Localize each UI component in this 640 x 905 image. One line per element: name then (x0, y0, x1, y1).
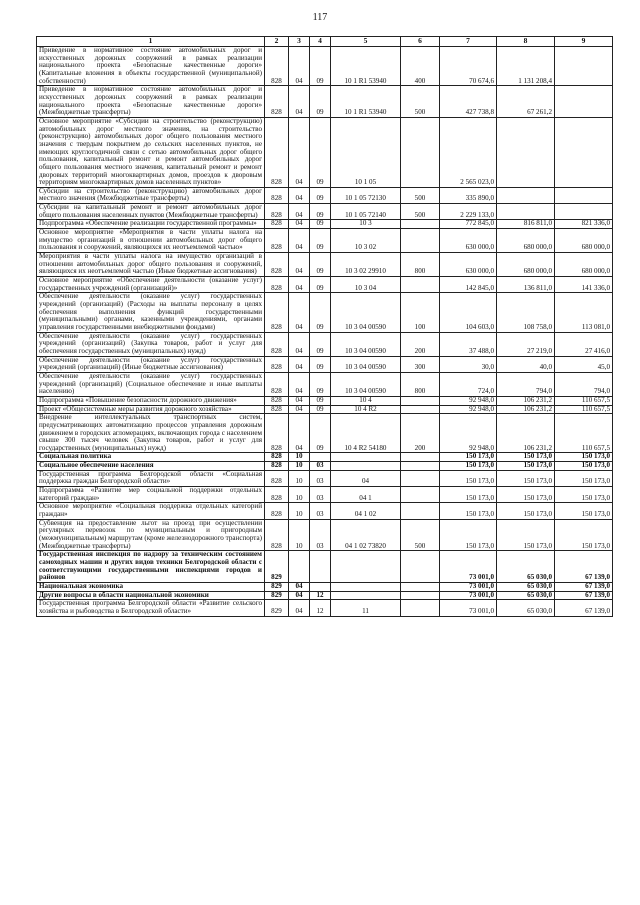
chapter-code-cell: 828 (265, 487, 289, 503)
subsection-code-cell (310, 582, 331, 591)
target-article-cell: 10 3 02 29910 (331, 253, 401, 277)
target-article-cell: 10 1 05 72140 (331, 204, 401, 220)
chapter-code-cell: 828 (265, 372, 289, 396)
expense-type-cell: 200 (401, 332, 440, 356)
subsection-code-cell: 03 (310, 503, 331, 519)
expense-type-cell: 100 (401, 293, 440, 332)
amount-year1-cell: 73 001,0 (440, 600, 497, 616)
amount-year3-cell (555, 187, 613, 203)
chapter-code-cell: 828 (265, 204, 289, 220)
section-code-cell: 04 (289, 117, 310, 187)
amount-year3-cell (555, 117, 613, 187)
expense-type-cell: 400 (401, 47, 440, 86)
table-row (37, 372, 613, 396)
expense-type-cell (401, 405, 440, 414)
section-code-cell: 04 (289, 293, 310, 332)
row-name-cell: Основное мероприятие «Мероприятия в части уплаты налога на имущество организаций в отношении автомобильных дорог общего пользования и сооружений, являющихся их неотъемлемой частью» (37, 229, 265, 253)
section-code-cell: 04 (289, 86, 310, 118)
table-row (37, 600, 613, 616)
amount-year3-cell: 110 657,5 (555, 414, 613, 453)
amount-year1-cell: 142 845,0 (440, 277, 497, 293)
expense-type-cell (401, 462, 440, 471)
budget-table (36, 36, 613, 617)
target-article-cell (331, 551, 401, 583)
chapter-code-cell: 828 (265, 277, 289, 293)
amount-year1-cell: 73 001,0 (440, 551, 497, 583)
chapter-code-cell: 828 (265, 293, 289, 332)
expense-type-cell (401, 229, 440, 253)
amount-year3-cell: 150 173,0 (555, 470, 613, 486)
table-row (37, 470, 613, 486)
header-cell: 4 (310, 37, 331, 47)
table-row (37, 503, 613, 519)
table-row (37, 487, 613, 503)
row-name-cell: Обеспечение деятельности (оказание услуг) государственных учреждений (организаций) (Иные бюджетные ассигнования) (37, 356, 265, 372)
chapter-code-cell: 828 (265, 519, 289, 551)
header-cell: 2 (265, 37, 289, 47)
expense-type-cell (401, 453, 440, 462)
expense-type-cell: 500 (401, 187, 440, 203)
expense-type-cell: 800 (401, 372, 440, 396)
amount-year1-cell: 92 948,0 (440, 414, 497, 453)
chapter-code-cell: 828 (265, 503, 289, 519)
row-name-cell: Государственная программа Белгородской области «Развитие сельского хозяйства и рыбоводства в Белгородской области» (37, 600, 265, 616)
subsection-code-cell: 09 (310, 204, 331, 220)
amount-year2-cell: 65 030,0 (497, 582, 555, 591)
row-name-cell: Основное мероприятие «Субсидии на строительство (реконструкцию) автомобильных дорог местного значения, на строительство (реконструкцию) автомобильных дорог общего пользования местного значения с твердым покрытием до сельских населенных пунктов, не имеющих круглогодичной связи с сетью автомобильных дорог общего пользования, капитальный ремонт и ремонт автомобильных дорог общего пользования местного значения, капитальный ремонт и ремонт дворовых территорий многоквартирных домов, проездов к дворовым территориям многоквартирных домов населенных пунктов» (37, 117, 265, 187)
table-row (37, 551, 613, 583)
table-row (37, 356, 613, 372)
section-code-cell: 04 (289, 229, 310, 253)
amount-year1-cell: 150 173,0 (440, 470, 497, 486)
section-code-cell: 04 (289, 277, 310, 293)
row-name-cell: Социальная политика (37, 453, 265, 462)
amount-year2-cell: 150 173,0 (497, 487, 555, 503)
target-article-cell: 11 (331, 600, 401, 616)
section-code-cell: 04 (289, 372, 310, 396)
subsection-code-cell: 03 (310, 462, 331, 471)
amount-year1-cell: 92 948,0 (440, 405, 497, 414)
amount-year3-cell: 67 139,0 (555, 600, 613, 616)
amount-year3-cell: 113 081,0 (555, 293, 613, 332)
chapter-code-cell: 828 (265, 332, 289, 356)
expense-type-cell (401, 220, 440, 229)
amount-year1-cell: 2 229 133,0 (440, 204, 497, 220)
chapter-code-cell: 829 (265, 600, 289, 616)
amount-year1-cell: 772 845,0 (440, 220, 497, 229)
table-header-row (37, 37, 613, 47)
expense-type-cell: 800 (401, 253, 440, 277)
amount-year1-cell: 630 000,0 (440, 253, 497, 277)
amount-year2-cell: 106 231,2 (497, 396, 555, 405)
row-name-cell: Внедрение интеллектуальных транспортных систем, предусматривающих автоматизацию процессов управления дорожным движением в городских агломерациях, включающих города с населением свыше 300 тысяч человек (Закупка товаров, работ и услуг для государственных (муниципальных) нужд) (37, 414, 265, 453)
target-article-cell: 10 4 (331, 396, 401, 405)
amount-year1-cell: 150 173,0 (440, 462, 497, 471)
amount-year2-cell: 27 219,0 (497, 332, 555, 356)
target-article-cell: 04 1 02 73820 (331, 519, 401, 551)
amount-year2-cell: 67 261,2 (497, 86, 555, 118)
amount-year3-cell: 110 657,5 (555, 396, 613, 405)
target-article-cell (331, 453, 401, 462)
target-article-cell (331, 462, 401, 471)
amount-year3-cell: 150 173,0 (555, 503, 613, 519)
table-row (37, 414, 613, 453)
section-code-cell: 04 (289, 405, 310, 414)
amount-year2-cell: 150 173,0 (497, 519, 555, 551)
section-code-cell: 04 (289, 204, 310, 220)
amount-year3-cell: 680 000,0 (555, 229, 613, 253)
chapter-code-cell: 828 (265, 414, 289, 453)
row-name-cell: Основное мероприятие «Обеспечение деятельности (оказание услуг) государственных учреждений (организаций)» (37, 277, 265, 293)
section-code-cell (289, 551, 310, 583)
chapter-code-cell: 828 (265, 396, 289, 405)
table-row (37, 453, 613, 462)
target-article-cell (331, 582, 401, 591)
row-name-cell: Другие вопросы в области национальной экономики (37, 591, 265, 600)
section-code-cell: 04 (289, 582, 310, 591)
expense-type-cell (401, 551, 440, 583)
amount-year3-cell: 141 336,0 (555, 277, 613, 293)
amount-year1-cell: 73 001,0 (440, 582, 497, 591)
section-code-cell: 10 (289, 503, 310, 519)
header-cell: 6 (401, 37, 440, 47)
subsection-code-cell: 09 (310, 405, 331, 414)
expense-type-cell (401, 503, 440, 519)
table-row (37, 332, 613, 356)
header-cell: 5 (331, 37, 401, 47)
section-code-cell: 10 (289, 487, 310, 503)
subsection-code-cell: 03 (310, 487, 331, 503)
row-name-cell: Подпрограмма «Повышение безопасности дорожного движения» (37, 396, 265, 405)
amount-year3-cell: 680 000,0 (555, 253, 613, 277)
amount-year2-cell: 106 231,2 (497, 414, 555, 453)
amount-year2-cell (497, 204, 555, 220)
amount-year1-cell: 150 173,0 (440, 487, 497, 503)
amount-year1-cell: 104 603,0 (440, 293, 497, 332)
amount-year3-cell: 45,0 (555, 356, 613, 372)
subsection-code-cell: 09 (310, 396, 331, 405)
chapter-code-cell: 828 (265, 453, 289, 462)
section-code-cell: 04 (289, 47, 310, 86)
chapter-code-cell: 828 (265, 462, 289, 471)
header-cell: 7 (440, 37, 497, 47)
expense-type-cell (401, 487, 440, 503)
row-name-cell: Субвенция на предоставление льгот на проезд при осуществлении регулярных перевозок по муниципальным и пригородным (межмуниципальным) маршрутам (кроме железнодорожного транспорта) (Межбюджетные трансферты) (37, 519, 265, 551)
table-row (37, 582, 613, 591)
header-cell: 3 (289, 37, 310, 47)
chapter-code-cell: 828 (265, 356, 289, 372)
target-article-cell: 10 3 04 00590 (331, 372, 401, 396)
expense-type-cell (401, 277, 440, 293)
row-name-cell: Приведение в нормативное состояние автомобильных дорог и искусственных дорожных сооружений в рамках реализации национального проекта «Безопасные качественные дороги» (Межбюджетные трансферты) (37, 86, 265, 118)
amount-year2-cell: 136 811,0 (497, 277, 555, 293)
expense-type-cell (401, 396, 440, 405)
section-code-cell: 04 (289, 600, 310, 616)
amount-year3-cell: 150 173,0 (555, 519, 613, 551)
expense-type-cell (401, 600, 440, 616)
chapter-code-cell: 828 (265, 405, 289, 414)
expense-type-cell (401, 582, 440, 591)
amount-year2-cell (497, 117, 555, 187)
row-name-cell: Обеспечение деятельности (оказание услуг) государственных учреждений (организаций) (Закупка товаров, работ и услуг для обеспечения государственных (муниципальных) нужд) (37, 332, 265, 356)
target-article-cell: 04 1 (331, 487, 401, 503)
section-code-cell: 10 (289, 453, 310, 462)
amount-year3-cell: 150 173,0 (555, 487, 613, 503)
target-article-cell: 10 3 04 (331, 277, 401, 293)
amount-year1-cell: 427 738,8 (440, 86, 497, 118)
subsection-code-cell: 09 (310, 220, 331, 229)
table-row (37, 253, 613, 277)
header-cell: 8 (497, 37, 555, 47)
row-name-cell: Социальное обеспечение населения (37, 462, 265, 471)
table-row (37, 187, 613, 203)
target-article-cell: 10 1 05 72130 (331, 187, 401, 203)
expense-type-cell: 200 (401, 414, 440, 453)
chapter-code-cell: 829 (265, 591, 289, 600)
amount-year2-cell: 150 173,0 (497, 462, 555, 471)
chapter-code-cell: 828 (265, 220, 289, 229)
subsection-code-cell: 09 (310, 332, 331, 356)
row-name-cell: Мероприятия в части уплаты налога на имущество организаций в отношении автомобильных дорог общего пользования и сооружений, являющихся их неотъемлемой частью (Иные бюджетные ассигнования) (37, 253, 265, 277)
amount-year1-cell: 73 001,0 (440, 591, 497, 600)
target-article-cell (331, 591, 401, 600)
amount-year1-cell: 30,0 (440, 356, 497, 372)
row-name-cell: Государственная инспекция по надзору за техническим состоянием самоходных машин и других видов техники Белгородской области с соответствующими государственными инспекциями городов и районов (37, 551, 265, 583)
subsection-code-cell: 09 (310, 229, 331, 253)
table-row (37, 47, 613, 86)
amount-year1-cell: 150 173,0 (440, 519, 497, 551)
expense-type-cell (401, 591, 440, 600)
table-row (37, 220, 613, 229)
section-code-cell: 04 (289, 356, 310, 372)
chapter-code-cell: 828 (265, 86, 289, 118)
amount-year1-cell: 150 173,0 (440, 503, 497, 519)
amount-year2-cell: 680 000,0 (497, 253, 555, 277)
table-row (37, 229, 613, 253)
row-name-cell: Обеспечение деятельности (оказание услуг) государственных учреждений (организаций) (Расходы на выплаты персоналу в целях обеспечения выполнения функций государственными (муниципальными) органами, казенными учреждениями, органами управления государственными внебюджетными фондами) (37, 293, 265, 332)
section-code-cell: 04 (289, 591, 310, 600)
expense-type-cell: 500 (401, 204, 440, 220)
amount-year3-cell: 67 139,0 (555, 551, 613, 583)
header-cell: 9 (555, 37, 613, 47)
target-article-cell: 10 3 02 (331, 229, 401, 253)
target-article-cell: 10 3 04 00590 (331, 293, 401, 332)
subsection-code-cell: 09 (310, 293, 331, 332)
subsection-code-cell: 12 (310, 600, 331, 616)
amount-year1-cell: 630 000,0 (440, 229, 497, 253)
target-article-cell: 10 3 04 00590 (331, 356, 401, 372)
amount-year3-cell (555, 204, 613, 220)
table-row (37, 519, 613, 551)
table-row (37, 405, 613, 414)
chapter-code-cell: 829 (265, 551, 289, 583)
table-row (37, 591, 613, 600)
page-number: 117 (312, 12, 328, 23)
subsection-code-cell: 09 (310, 277, 331, 293)
expense-type-cell (401, 470, 440, 486)
section-code-cell: 04 (289, 253, 310, 277)
amount-year2-cell: 65 030,0 (497, 591, 555, 600)
amount-year3-cell: 67 139,0 (555, 591, 613, 600)
amount-year2-cell: 65 030,0 (497, 551, 555, 583)
table-body (37, 47, 613, 617)
section-code-cell: 04 (289, 332, 310, 356)
amount-year2-cell: 150 173,0 (497, 503, 555, 519)
row-name-cell: Основное мероприятие «Социальная поддержка отдельных категорий граждан» (37, 503, 265, 519)
amount-year1-cell: 724,0 (440, 372, 497, 396)
target-article-cell: 10 4 R2 54180 (331, 414, 401, 453)
expense-type-cell: 500 (401, 86, 440, 118)
section-code-cell: 04 (289, 396, 310, 405)
amount-year3-cell: 67 139,0 (555, 582, 613, 591)
amount-year1-cell: 335 890,0 (440, 187, 497, 203)
target-article-cell: 10 4 R2 (331, 405, 401, 414)
amount-year1-cell: 70 674,6 (440, 47, 497, 86)
subsection-code-cell: 03 (310, 519, 331, 551)
table-row (37, 277, 613, 293)
amount-year2-cell: 150 173,0 (497, 453, 555, 462)
target-article-cell: 10 1 R1 53940 (331, 86, 401, 118)
chapter-code-cell: 828 (265, 187, 289, 203)
amount-year2-cell: 108 758,0 (497, 293, 555, 332)
amount-year2-cell: 65 030,0 (497, 600, 555, 616)
subsection-code-cell (310, 551, 331, 583)
header-cell: 1 (37, 37, 265, 47)
target-article-cell: 04 1 02 (331, 503, 401, 519)
amount-year2-cell: 680 000,0 (497, 229, 555, 253)
chapter-code-cell: 828 (265, 470, 289, 486)
target-article-cell: 10 1 R1 53940 (331, 47, 401, 86)
subsection-code-cell: 09 (310, 356, 331, 372)
amount-year2-cell: 794,0 (497, 372, 555, 396)
subsection-code-cell: 09 (310, 253, 331, 277)
amount-year1-cell: 37 488,0 (440, 332, 497, 356)
subsection-code-cell: 09 (310, 414, 331, 453)
target-article-cell: 10 3 (331, 220, 401, 229)
amount-year1-cell: 2 565 023,0 (440, 117, 497, 187)
row-name-cell: Приведение в нормативное состояние автомобильных дорог и искусственных дорожных сооружений в рамках реализации национального проекта «Безопасные качественные дороги» (Капитальные вложения в объекты государственной (муниципальной) собственности) (37, 47, 265, 86)
row-name-cell: Национальная экономика (37, 582, 265, 591)
target-article-cell: 04 (331, 470, 401, 486)
chapter-code-cell: 828 (265, 229, 289, 253)
section-code-cell: 04 (289, 187, 310, 203)
row-name-cell: Подпрограмма «Обеспечение реализации государственной программы» (37, 220, 265, 229)
amount-year2-cell: 150 173,0 (497, 470, 555, 486)
table-row (37, 293, 613, 332)
amount-year2-cell: 816 811,0 (497, 220, 555, 229)
section-code-cell: 10 (289, 462, 310, 471)
subsection-code-cell: 09 (310, 117, 331, 187)
section-code-cell: 04 (289, 220, 310, 229)
expense-type-cell (401, 117, 440, 187)
subsection-code-cell (310, 453, 331, 462)
amount-year3-cell: 150 173,0 (555, 462, 613, 471)
target-article-cell: 10 3 04 00590 (331, 332, 401, 356)
table-row (37, 462, 613, 471)
expense-type-cell: 300 (401, 356, 440, 372)
subsection-code-cell: 09 (310, 372, 331, 396)
amount-year1-cell: 92 948,0 (440, 396, 497, 405)
row-name-cell: Подпрограмма «Развитие мер социальной поддержки отдельных категорий граждан» (37, 487, 265, 503)
row-name-cell: Обеспечение деятельности (оказание услуг) государственных учреждений (организаций) (Социальное обеспечение и иные выплаты населению) (37, 372, 265, 396)
subsection-code-cell: 12 (310, 591, 331, 600)
amount-year3-cell (555, 86, 613, 118)
amount-year2-cell: 106 231,2 (497, 405, 555, 414)
amount-year2-cell: 40,0 (497, 356, 555, 372)
section-code-cell: 10 (289, 470, 310, 486)
subsection-code-cell: 03 (310, 470, 331, 486)
row-name-cell: Субсидии на капитальный ремонт и ремонт автомобильных дорог общего пользования населенных пунктов (Межбюджетные трансферты) (37, 204, 265, 220)
table-row (37, 204, 613, 220)
subsection-code-cell: 09 (310, 47, 331, 86)
amount-year3-cell: 794,0 (555, 372, 613, 396)
table-row (37, 396, 613, 405)
amount-year3-cell (555, 47, 613, 86)
expense-type-cell: 500 (401, 519, 440, 551)
row-name-cell: Субсидии на строительство (реконструкцию) автомобильных дорог местного значения (Межбюджетные трансферты) (37, 187, 265, 203)
amount-year2-cell (497, 187, 555, 203)
chapter-code-cell: 828 (265, 117, 289, 187)
section-code-cell: 10 (289, 519, 310, 551)
row-name-cell: Государственная программа Белгородской области «Социальная поддержка граждан Белгородской области» (37, 470, 265, 486)
table-row (37, 86, 613, 118)
table-row (37, 117, 613, 187)
amount-year3-cell: 150 173,0 (555, 453, 613, 462)
subsection-code-cell: 09 (310, 187, 331, 203)
chapter-code-cell: 828 (265, 253, 289, 277)
chapter-code-cell: 828 (265, 47, 289, 86)
amount-year1-cell: 150 173,0 (440, 453, 497, 462)
section-code-cell: 04 (289, 414, 310, 453)
chapter-code-cell: 829 (265, 582, 289, 591)
amount-year2-cell: 1 131 208,4 (497, 47, 555, 86)
amount-year3-cell: 27 416,0 (555, 332, 613, 356)
target-article-cell: 10 1 05 (331, 117, 401, 187)
amount-year3-cell: 821 336,0 (555, 220, 613, 229)
amount-year3-cell: 110 657,5 (555, 405, 613, 414)
row-name-cell: Проект «Общесистемные меры развития дорожного хозяйства» (37, 405, 265, 414)
subsection-code-cell: 09 (310, 86, 331, 118)
